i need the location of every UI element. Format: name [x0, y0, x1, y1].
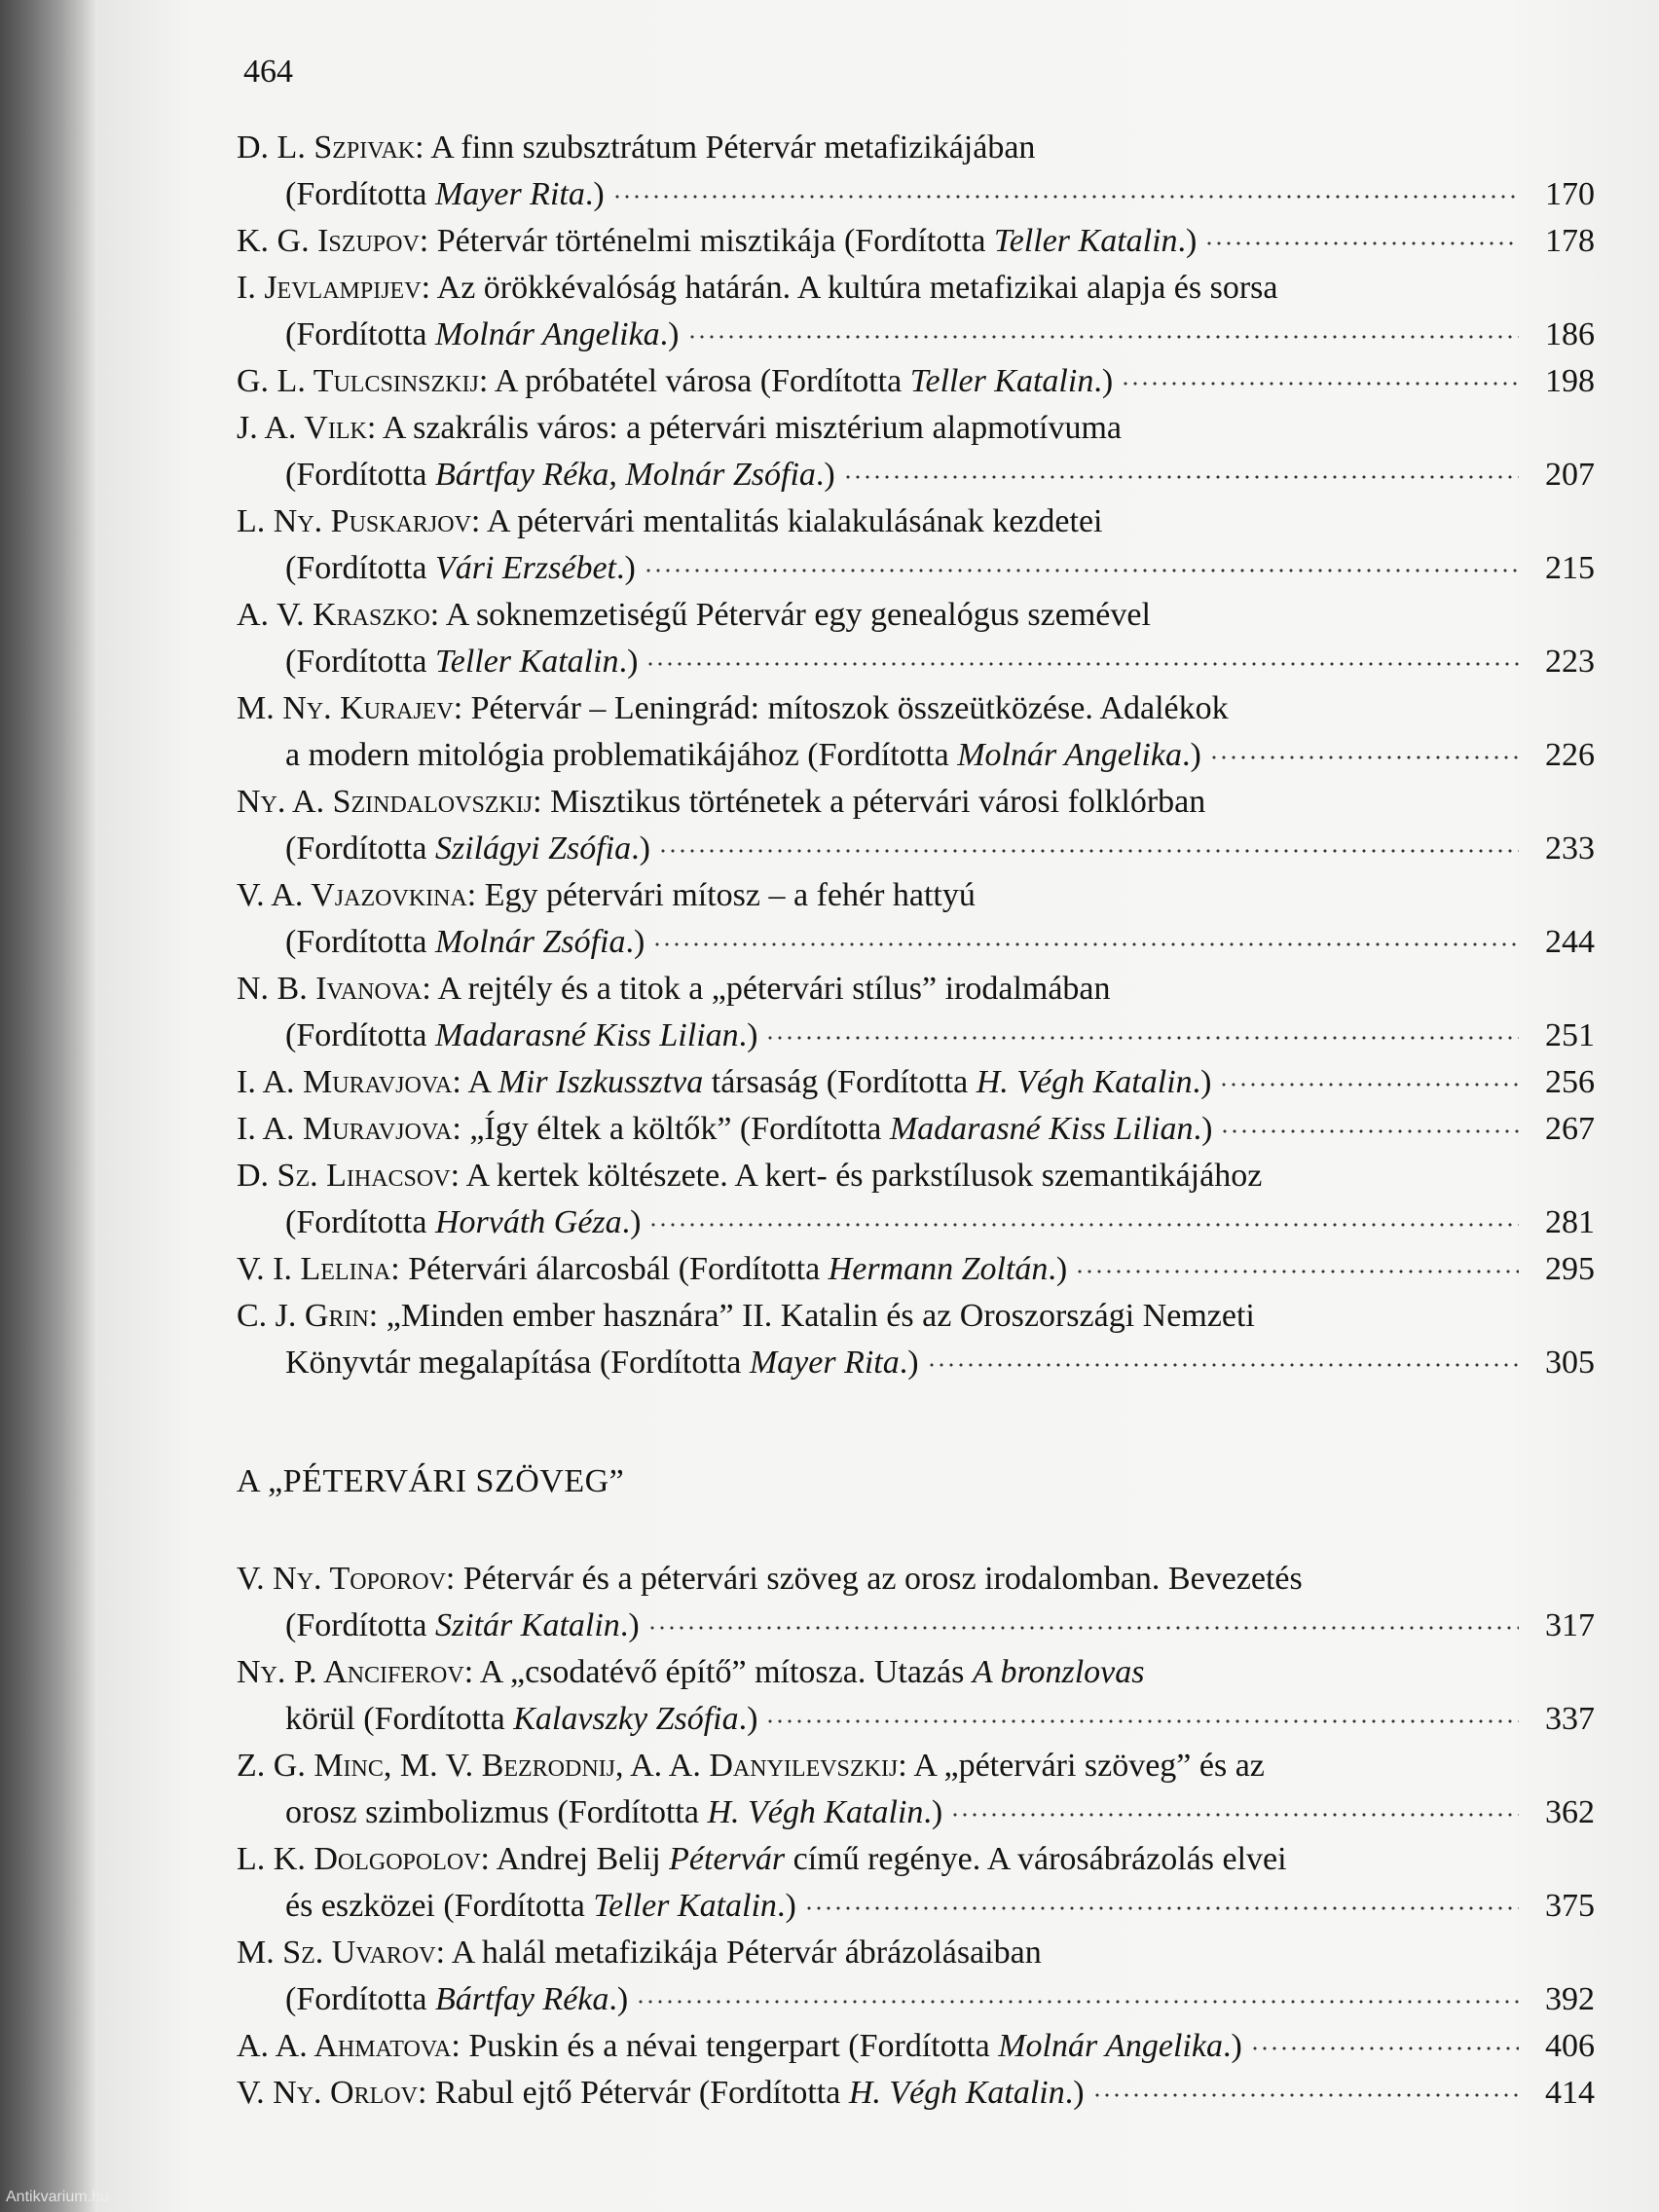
entry-author: L. K. Dolgopolov	[237, 1841, 481, 1877]
entry-author: I. Jevlampijev	[237, 270, 422, 306]
entry-page: 414	[1545, 2075, 1595, 2111]
toc-entry: N. B. Ivanova: A rejtély és a titok a „pétervári stílus” irodalmában (Fordította Madarasné Kiss Lilian.) 251	[237, 966, 1595, 1059]
toc-entry: G. L. Tulcsinszkij: A próbatétel városa (Fordította Teller Katalin.) 198	[237, 358, 1595, 405]
entry-page: 256	[1545, 1064, 1595, 1100]
entry-author: V. A. Vjazovkina	[237, 877, 467, 913]
entry-title: Pétervár és a pétervári szöveg az orosz irodalomban. Bevezetés	[462, 1561, 1303, 1597]
entry-author: V. Ny. Orlov	[237, 2075, 418, 2111]
entry-page: 223	[1545, 644, 1595, 680]
entry-author: C. J. Grin	[237, 1298, 369, 1334]
entry-page: 178	[1545, 223, 1595, 259]
entry-title: A Mir Iszkussztva társaság	[467, 1064, 819, 1100]
dot-leader	[647, 1603, 1519, 1636]
entry-page: 215	[1545, 550, 1595, 586]
entry-author: D. Sz. Lihacsov	[237, 1158, 451, 1194]
toc-entry: I. A. Muravjova: A Mir Iszkussztva társaság (Fordította H. Végh Katalin.) 256	[237, 1059, 1595, 1106]
entry-translator: Teller Katalin	[434, 644, 619, 680]
entry-title: A szakrális város: a pétervári misztérium alapmotívuma	[382, 410, 1123, 446]
dot-leader	[636, 1976, 1519, 2009]
entry-title: „Minden ember hasznára” II. Katalin és az Oroszországi Nemzeti	[386, 1298, 1255, 1334]
toc-entry: Z. G. Minc, M. V. Bezrodnij, A. A. Danyilevszkij: A „pétervári szöveg” és az orosz szimbolizmus (Fordította H. Végh Katalin.) 362	[237, 1743, 1595, 1836]
dot-leader	[765, 1696, 1519, 1729]
dot-leader	[950, 1789, 1519, 1823]
entry-translator: Kalavszky Zsófia	[513, 1701, 739, 1737]
entry-title: A kertek költészete. A kert- és parkstílusok szemantikájához	[465, 1158, 1263, 1194]
entry-translator: Bártfay Réka	[434, 1981, 609, 2017]
entry-author: G. L. Tulcsinszkij	[237, 363, 479, 399]
dot-leader	[927, 1340, 1519, 1373]
toc-entry: A. V. Kraszko: A soknemzetiségű Pétervár egy genealógus szemével (Fordította Teller Katalin.) 223	[237, 592, 1595, 685]
toc-entry: A. A. Ahmatova: Puskin és a névai tengerpart (Fordította Molnár Angelika.) 406	[237, 2023, 1595, 2070]
entry-page: 305	[1545, 1345, 1595, 1381]
dot-leader	[843, 452, 1519, 485]
entry-page: 392	[1545, 1981, 1595, 2017]
dot-leader	[1219, 1059, 1519, 1092]
entry-translator: H. Végh Katalin	[848, 2075, 1065, 2111]
entry-title: Egy pétervári mítosz – a fehér hattyú	[484, 877, 976, 913]
entry-page: 337	[1545, 1701, 1595, 1737]
entry-title: Pétervári álarcosbál	[408, 1251, 671, 1287]
entry-page: 170	[1545, 176, 1595, 212]
dot-leader	[658, 826, 1519, 859]
entry-page: 198	[1545, 363, 1595, 399]
entry-page: 186	[1545, 316, 1595, 352]
entry-translator: Molnár Zsófia	[434, 924, 626, 960]
entry-author: A. A. Ahmatova	[237, 2028, 452, 2064]
entry-title: Andrej Belij Pétervár című regénye. A városábrázolás elvei	[496, 1841, 1287, 1877]
entry-page: 267	[1545, 1111, 1595, 1147]
toc-entry: Ny. P. Anciferov: A „csodatévő építő” mítosza. Utazás A bronzlovas körül (Fordította Kalavszky Zsófia.) 337	[237, 1649, 1595, 1743]
entry-title: A halál metafizikája Pétervár ábrázolásaiban	[451, 1935, 1042, 1971]
dot-leader	[612, 171, 1519, 204]
entry-title: Pétervár történelmi misztikája	[436, 223, 836, 259]
entry-page: 317	[1545, 1607, 1595, 1643]
section-heading: A „PÉTERVÁRI SZÖVEG”	[237, 1463, 625, 1499]
dot-leader	[765, 1013, 1519, 1046]
toc-entry: C. J. Grin: „Minden ember hasznára” II. Katalin és az Oroszországi Nemzeti Könyvtár megalapítása (Fordította Mayer Rita.) 305	[237, 1293, 1595, 1386]
entry-title: A „csodatévő építő” mítosza. Utazás A bronzlovas	[479, 1654, 1145, 1690]
toc-entry: M. Ny. Kurajev: Pétervár – Leningrád: mítoszok összeütközése. Adalékok a modern mitológia problematikájához (Fordította Molnár Angelika.) 226	[237, 685, 1595, 779]
page-number: 464	[243, 54, 293, 90]
entry-translator: Madarasné Kiss Lilian	[889, 1111, 1194, 1147]
entry-translator: Teller Katalin	[993, 223, 1178, 259]
watermark: Antikvarium.hu	[6, 2189, 109, 2205]
entry-page: 233	[1545, 830, 1595, 866]
entry-author: D. L. Szpivak	[237, 129, 416, 166]
toc-entry: Ny. A. Szindalovszkij: Misztikus történetek a pétervári városi folklórban (Fordította Szilágyi Zsófia.) 233	[237, 779, 1595, 872]
dot-leader	[644, 545, 1519, 578]
entry-author: N. B. Ivanova	[237, 971, 423, 1007]
toc-entry: L. K. Dolgopolov: Andrej Belij Pétervár című regénye. A városábrázolás elvei és eszközei (Fordította Teller Katalin.) 375	[237, 1836, 1595, 1930]
entry-author: J. A. Vilk	[237, 410, 367, 446]
dot-leader	[1250, 2023, 1519, 2056]
entry-translator: Madarasné Kiss Lilian	[434, 1017, 739, 1053]
entry-translator: Bártfay Réka, Molnár Zsófia	[434, 457, 816, 493]
entry-title-cont: a modern mitológia problematikájához	[285, 737, 799, 773]
entry-translator: Teller Katalin	[593, 1888, 777, 1924]
toc-entry: I. A. Muravjova: „Így éltek a költők” (Fordította Madarasné Kiss Lilian.) 267	[237, 1106, 1595, 1153]
entry-author: V. I. Lelina	[237, 1251, 391, 1287]
entry-title: A pétervári mentalitás kialakulásának kezdetei	[487, 503, 1103, 539]
entry-author: L. Ny. Puskarjov	[237, 503, 471, 539]
entry-title: A rejtély és a titok a „pétervári stílus” irodalmában	[437, 971, 1111, 1007]
entry-title-cont: Könyvtár megalapítása	[285, 1345, 592, 1381]
entry-author: A. V. Kraszko	[237, 597, 430, 633]
entry-author: M. Sz. Uvarov	[237, 1935, 436, 1971]
entry-author: Z. G. Minc, M. V. Bezrodnij, A. A. Danyilevszkij	[237, 1748, 899, 1784]
entry-translator: Vári Erzsébet	[434, 550, 616, 586]
entry-title: A „pétervári szöveg” és az	[913, 1748, 1265, 1784]
entry-title: „Így éltek a költők”	[469, 1111, 732, 1147]
toc-entry: M. Sz. Uvarov: A halál metafizikája Pétervár ábrázolásaiban (Fordította Bártfay Réka.) 392	[237, 1930, 1595, 2023]
dot-leader	[1121, 358, 1519, 391]
entry-translator: H. Végh Katalin	[707, 1794, 924, 1830]
entry-translator: H. Végh Katalin	[976, 1064, 1193, 1100]
toc-entry: V. A. Vjazovkina: Egy pétervári mítosz – a fehér hattyú (Fordította Molnár Zsófia.) 244	[237, 872, 1595, 966]
entry-author: K. G. Iszupov	[237, 223, 420, 259]
entry-author: V. Ny. Toporov	[237, 1561, 446, 1597]
entry-title: Az örökkévalóság határán. A kultúra metafizikai alapja és sorsa	[436, 270, 1278, 306]
entry-translator: Szilágyi Zsófia	[434, 830, 632, 866]
entry-page: 362	[1545, 1794, 1595, 1830]
entry-page: 406	[1545, 2028, 1595, 2064]
entry-page: 281	[1545, 1204, 1595, 1240]
entry-author: M. Ny. Kurajev	[237, 690, 454, 726]
dot-leader	[645, 639, 1519, 672]
entry-title: A finn szubsztrátum Pétervár metafizikájában	[430, 129, 1036, 166]
entry-translator: Szitár Katalin	[434, 1607, 620, 1643]
toc-entry: L. Ny. Puskarjov: A pétervári mentalitás kialakulásának kezdetei (Fordította Vári Erzsébet.) 215	[237, 498, 1595, 592]
entry-page: 251	[1545, 1017, 1595, 1053]
entry-translator: Mayer Rita	[749, 1345, 900, 1381]
toc-entry: K. G. Iszupov: Pétervár történelmi misztikája (Fordította Teller Katalin.) 178	[237, 218, 1595, 265]
entry-page: 295	[1545, 1251, 1595, 1287]
dot-leader	[648, 1199, 1519, 1233]
entry-title: A soknemzetiségű Pétervár egy genealógus szemével	[445, 597, 1151, 633]
dot-leader	[1075, 1246, 1519, 1279]
toc-entry: V. I. Lelina: Pétervári álarcosbál (Fordította Hermann Zoltán.) 295	[237, 1246, 1595, 1293]
entry-title: Rabul ejtő Pétervár	[434, 2075, 691, 2111]
entry-page: 244	[1545, 924, 1595, 960]
entry-title: Puskin és a névai tengerpart	[468, 2028, 840, 2064]
entry-author: I. A. Muravjova	[237, 1111, 453, 1147]
entry-title: Misztikus történetek a pétervári városi folklórban	[550, 784, 1206, 820]
toc-section-1	[237, 125, 1595, 1386]
dot-leader	[804, 1883, 1519, 1916]
toc-entry: D. L. Szpivak: A finn szubsztrátum Pétervár metafizikájában (Fordította Mayer Rita.) 170	[237, 125, 1595, 218]
entry-title-cont: és eszközei	[285, 1888, 435, 1924]
entry-translator: Teller Katalin	[909, 363, 1094, 399]
dot-leader	[1092, 2070, 1519, 2103]
entry-page: 375	[1545, 1888, 1595, 1924]
toc-section-2	[237, 1556, 1595, 2117]
dot-leader	[1204, 218, 1519, 251]
entry-translator: Mayer Rita	[434, 176, 585, 212]
dot-leader	[1220, 1106, 1519, 1139]
toc-entry: I. Jevlampijev: Az örökkévalóság határán. A kultúra metafizikai alapja és sorsa (Fordította Molnár Angelika.) 186	[237, 265, 1595, 358]
entry-title-cont: körül	[285, 1701, 355, 1737]
toc-entry: V. Ny. Orlov: Rabul ejtő Pétervár (Fordította H. Végh Katalin.) 414	[237, 2070, 1595, 2117]
book-spine-shadow	[0, 0, 97, 2212]
entry-translator: Hermann Zoltán	[828, 1251, 1049, 1287]
entry-translator: Horváth Géza	[434, 1204, 622, 1240]
entry-translator: Molnár Angelika	[434, 316, 660, 352]
toc-entry: J. A. Vilk: A szakrális város: a pétervári misztérium alapmotívuma (Fordította Bártfay Réka, Molnár Zsófia.) 207	[237, 405, 1595, 498]
toc-entry: V. Ny. Toporov: Pétervár és a pétervári szöveg az orosz irodalomban. Bevezetés (Fordította Szitár Katalin.) 317	[237, 1556, 1595, 1649]
entry-title: Pétervár – Leningrád: mítoszok összeütközése. Adalékok	[470, 690, 1229, 726]
dot-leader	[652, 919, 1519, 952]
dot-leader	[1209, 732, 1519, 765]
entry-author: Ny. A. Szindalovszkij	[237, 784, 534, 820]
entry-page: 207	[1545, 457, 1595, 493]
entry-page: 226	[1545, 737, 1595, 773]
entry-title-cont: orosz szimbolizmus	[285, 1794, 550, 1830]
toc-entry: D. Sz. Lihacsov: A kertek költészete. A kert- és parkstílusok szemantikájához (Fordította Horváth Géza.) 281	[237, 1153, 1595, 1246]
entry-author: Ny. P. Anciferov	[237, 1654, 464, 1690]
entry-translator: Molnár Angelika	[998, 2028, 1223, 2064]
dot-leader	[687, 312, 1520, 345]
entry-translator: Molnár Angelika	[957, 737, 1182, 773]
entry-author: I. A. Muravjova	[237, 1064, 453, 1100]
entry-title: A próbatétel városa	[494, 363, 753, 399]
